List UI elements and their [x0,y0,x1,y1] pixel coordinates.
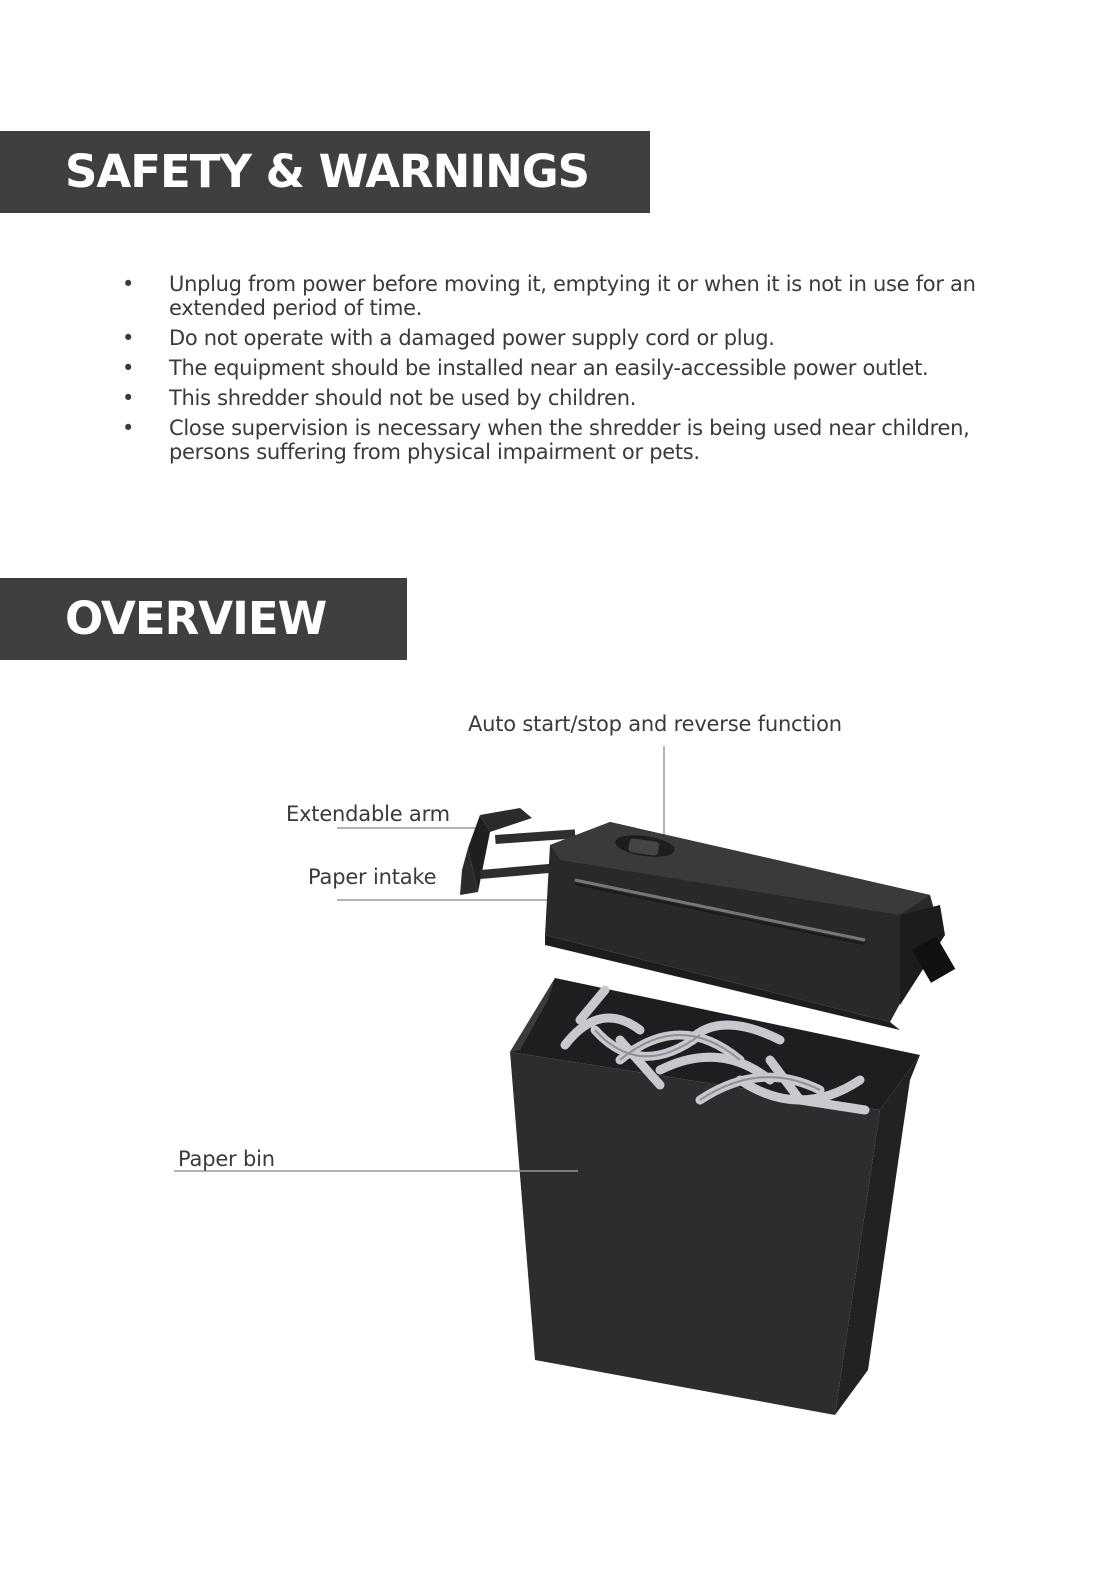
list-item: • This shredder should not be used by children. [114,386,994,410]
list-item: • Do not operate with a damaged power supply cord or plug. [114,326,994,350]
label-paper-bin: Paper bin [178,1147,275,1171]
paper-bin [510,978,920,1415]
label-auto-start-stop: Auto start/stop and reverse function [468,712,842,736]
list-item: • The equipment should be installed near an easily-accessible power outlet. [114,356,994,380]
label-paper-intake: Paper intake [308,865,437,889]
overview-heading: OVERVIEW [0,578,407,660]
label-extendable-arm: Extendable arm [286,802,450,826]
safety-warnings-heading: SAFETY & WARNINGS [0,131,650,213]
list-item: • Unplug from power before moving it, emptying it or when it is not in use for an extended period of time. [114,272,994,320]
list-item: • Close supervision is necessary when the shredder is being used near children, persons suffering from physical impairment or pets. [114,416,994,464]
